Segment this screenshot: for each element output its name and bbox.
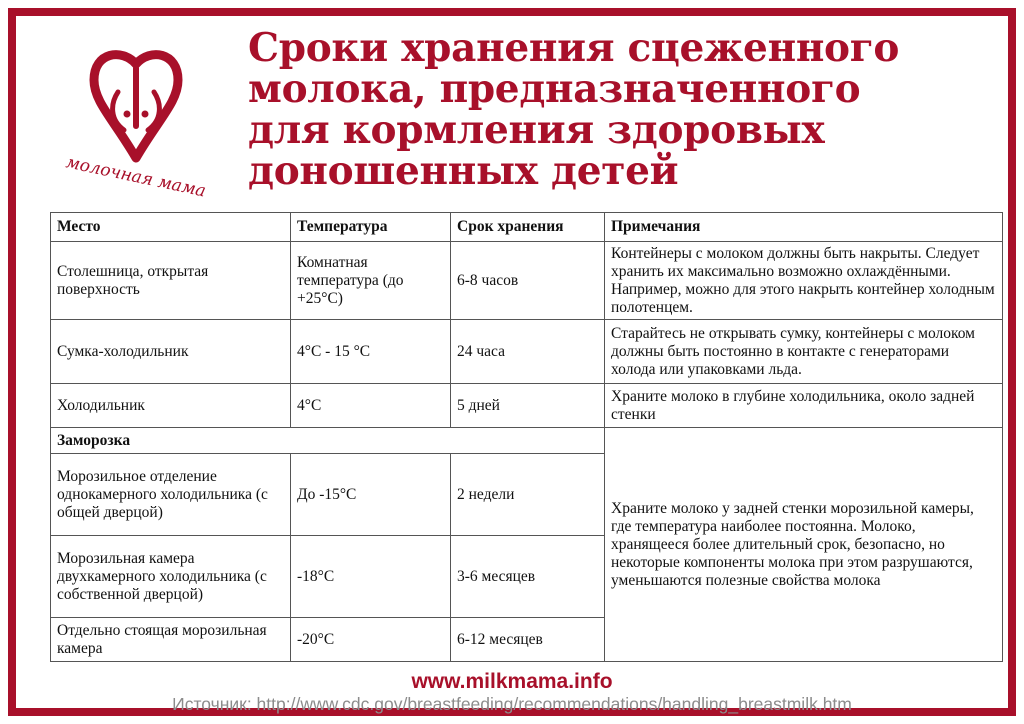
cell-note: Старайтесь не открывать сумку, контейнеры с молоком должны быть постоянно в контакте с генераторами холода или упаковками льда. bbox=[605, 320, 1003, 384]
header-duration: Срок хранения bbox=[451, 213, 605, 242]
cell-temperature: -20°C bbox=[291, 618, 451, 662]
cell-temperature: 4°C - 15 °C bbox=[291, 320, 451, 384]
cell-temperature: До -15°C bbox=[291, 454, 451, 536]
title-line: Сроки хранения сцеженного bbox=[248, 25, 900, 71]
cell-duration: 6-8 часов bbox=[451, 242, 605, 320]
title-line: для кормления здоровых bbox=[248, 107, 825, 153]
table-header-row bbox=[51, 213, 1003, 242]
cell-place: Морозильное отделение однокамерного холодильника (с общей дверцой) bbox=[51, 454, 291, 536]
cell-temperature: -18°C bbox=[291, 536, 451, 618]
logo-text: молочная мама bbox=[64, 152, 208, 202]
cell-place: Сумка-холодильник bbox=[51, 320, 291, 384]
page-title bbox=[248, 25, 1008, 194]
freeze-note: Храните молоко у задней стенки морозильной камеры, где температура наиболее постоянна. Молоко, хранящееся более длительный срок, безопасно, но некоторые компоненты молока при этом разрушаются, уменьшаются полезные свойства молока bbox=[605, 428, 1003, 662]
cell-duration: 24 часа bbox=[451, 320, 605, 384]
cell-temperature: Комнатная температура (до +25°C) bbox=[291, 242, 451, 320]
cell-place: Морозильная камера двухкамерного холодильника (с собственной дверцой) bbox=[51, 536, 291, 618]
table-row bbox=[51, 384, 1003, 428]
poster-frame bbox=[8, 8, 1016, 716]
title-line: молока, предназначенного bbox=[248, 66, 861, 112]
header-place: Место bbox=[51, 213, 291, 242]
cell-duration: 5 дней bbox=[451, 384, 605, 428]
cell-place: Отдельно стоящая морозильная камера bbox=[51, 618, 291, 662]
cell-duration: 6-12 месяцев bbox=[451, 618, 605, 662]
cell-note: Храните молоко в глубине холодильника, около задней стенки bbox=[605, 384, 1003, 428]
cell-place: Холодильник bbox=[51, 384, 291, 428]
website-url: www.milkmama.info bbox=[411, 670, 613, 693]
title-line: доношенных детей bbox=[248, 148, 679, 194]
header-notes: Примечания bbox=[605, 213, 1003, 242]
freeze-section-row bbox=[51, 428, 1003, 454]
cell-duration: 3-6 месяцев bbox=[451, 536, 605, 618]
header-temperature: Температура bbox=[291, 213, 451, 242]
cell-temperature: 4°C bbox=[291, 384, 451, 428]
table-row bbox=[51, 320, 1003, 384]
freeze-section-label: Заморозка bbox=[51, 428, 605, 454]
cell-duration: 2 недели bbox=[451, 454, 605, 536]
source-citation: Источник: http://www.cdc.gov/breastfeeding/recommendations/handling_breastmilk.htm bbox=[172, 694, 852, 714]
milkmama-logo bbox=[36, 46, 236, 206]
storage-table bbox=[50, 212, 1003, 662]
cell-place: Столешница, открытая поверхность bbox=[51, 242, 291, 320]
cell-note: Контейнеры с молоком должны быть накрыты. Следует хранить их максимально возможно охлаждёнными. Например, можно для этого накрыть контейнер холодным полотенцем. bbox=[605, 242, 1003, 320]
table-row bbox=[51, 242, 1003, 320]
